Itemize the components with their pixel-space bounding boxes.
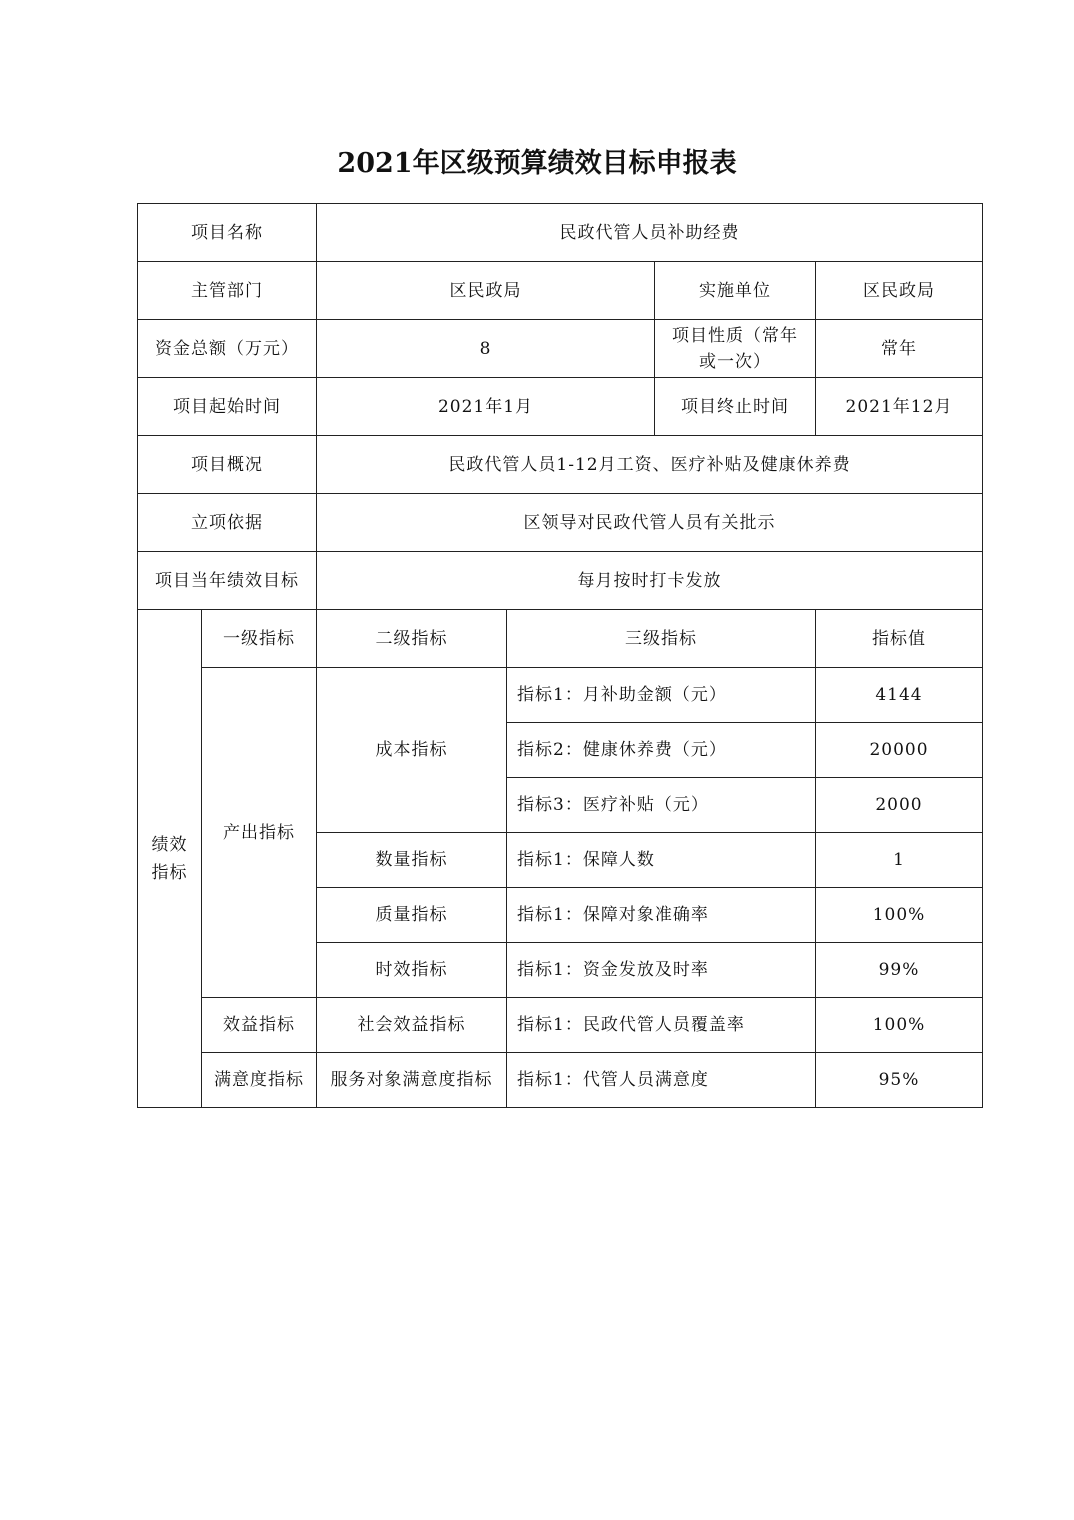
value-header: 指标值 xyxy=(816,610,983,668)
section-label-line1: 绩效 xyxy=(151,834,188,855)
project-name-row xyxy=(138,204,983,262)
satisfaction-indicator-label: 满意度指标 xyxy=(202,1053,317,1108)
project-name-label: 项目名称 xyxy=(138,204,317,262)
indicator-name: 指标1：资金发放及时率 xyxy=(507,943,816,998)
service-satisfaction-indicator-label: 服务对象满意度指标 xyxy=(317,1053,507,1108)
performance-indicator-section-label xyxy=(138,610,202,1108)
indicator-value: 20000 xyxy=(816,723,983,778)
page-title: 2021年区级预算绩效目标申报表 xyxy=(337,148,737,179)
overview-value: 民政代管人员1-12月工资、医疗补贴及健康休养费 xyxy=(317,436,983,494)
indicator-header-row xyxy=(138,610,983,668)
level3-header: 三级指标 xyxy=(507,610,816,668)
fund-row xyxy=(138,320,983,378)
fund-value: 8 xyxy=(317,320,655,378)
fund-label: 资金总额（万元） xyxy=(138,320,317,378)
basis-label: 立项依据 xyxy=(138,494,317,552)
goal-label: 项目当年绩效目标 xyxy=(138,552,317,610)
indicator-name: 指标2：健康休养费（元） xyxy=(507,723,816,778)
overview-row xyxy=(138,436,983,494)
dept-label: 主管部门 xyxy=(138,262,317,320)
indicator-value: 99% xyxy=(816,943,983,998)
cost-indicator-label: 成本指标 xyxy=(317,668,507,833)
indicator-value: 4144 xyxy=(816,668,983,723)
impl-unit-label: 实施单位 xyxy=(655,262,816,320)
period-row xyxy=(138,378,983,436)
indicator-name: 指标1：月补助金额（元） xyxy=(507,668,816,723)
indicator-name: 指标1：民政代管人员覆盖率 xyxy=(507,998,816,1053)
department-row xyxy=(138,262,983,320)
basis-row xyxy=(138,494,983,552)
basis-value: 区领导对民政代管人员有关批示 xyxy=(317,494,983,552)
timeliness-indicator-label: 时效指标 xyxy=(317,943,507,998)
indicator-name: 指标1：保障人数 xyxy=(507,833,816,888)
start-value: 2021年1月 xyxy=(317,378,655,436)
indicator-name: 指标1：代管人员满意度 xyxy=(507,1053,816,1108)
overview-label: 项目概况 xyxy=(138,436,317,494)
level1-header: 一级指标 xyxy=(202,610,317,668)
nature-value: 常年 xyxy=(816,320,983,378)
social-benefit-indicator-label: 社会效益指标 xyxy=(317,998,507,1053)
nature-label xyxy=(655,320,816,378)
end-label: 项目终止时间 xyxy=(655,378,816,436)
quality-indicator-label: 质量指标 xyxy=(317,888,507,943)
table-row xyxy=(138,1053,983,1108)
nature-label-line1: 项目性质（常年 xyxy=(672,325,798,346)
project-name-value: 民政代管人员补助经费 xyxy=(317,204,983,262)
impl-unit-value: 区民政局 xyxy=(816,262,983,320)
output-indicator-label: 产出指标 xyxy=(202,668,317,998)
quantity-indicator-label: 数量指标 xyxy=(317,833,507,888)
dept-value: 区民政局 xyxy=(317,262,655,320)
budget-performance-table xyxy=(137,203,983,1108)
level2-header: 二级指标 xyxy=(317,610,507,668)
start-label: 项目起始时间 xyxy=(138,378,317,436)
goal-value: 每月按时打卡发放 xyxy=(317,552,983,610)
section-label-line2: 指标 xyxy=(151,862,188,883)
end-value: 2021年12月 xyxy=(816,378,983,436)
indicator-value: 1 xyxy=(816,833,983,888)
table-row xyxy=(138,998,983,1053)
indicator-name: 指标1：保障对象准确率 xyxy=(507,888,816,943)
table-row xyxy=(138,668,983,723)
indicator-value: 100% xyxy=(816,998,983,1053)
indicator-value: 2000 xyxy=(816,778,983,833)
nature-label-line2: 或一次） xyxy=(699,351,771,372)
indicator-name: 指标3：医疗补贴（元） xyxy=(507,778,816,833)
goal-row xyxy=(138,552,983,610)
indicator-value: 95% xyxy=(816,1053,983,1108)
indicator-value: 100% xyxy=(816,888,983,943)
benefit-indicator-label: 效益指标 xyxy=(202,998,317,1053)
